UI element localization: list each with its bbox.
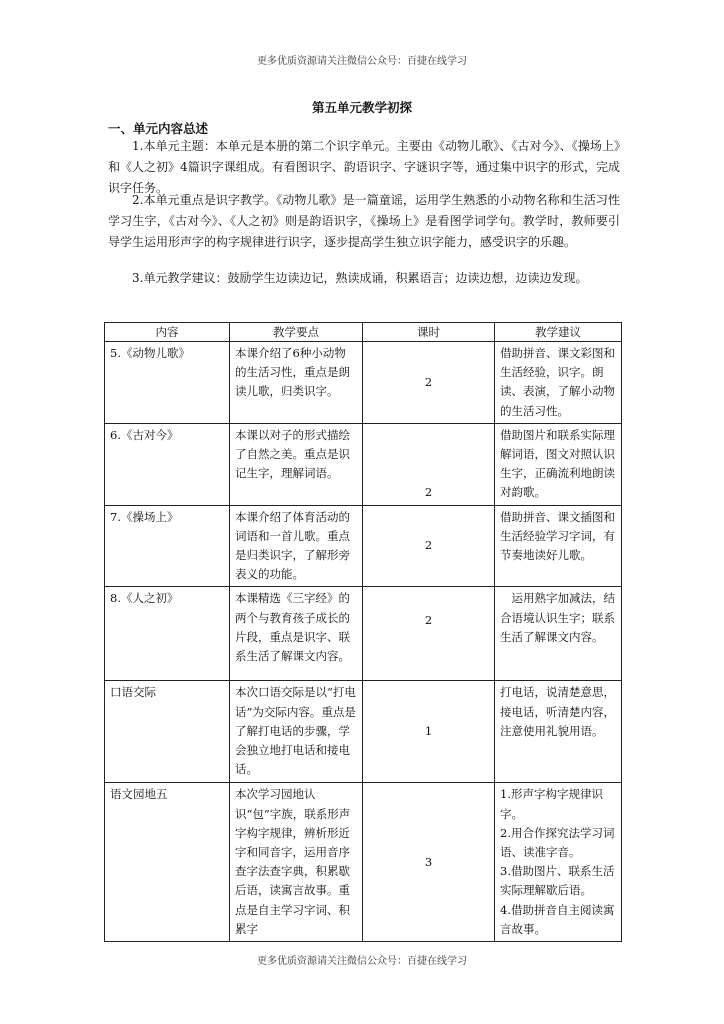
cell-suggestion: 1.形声字构字规律识字。 2.用合作探究法学习词语、读准字音。 3.借助图片、联系生活实际理解歇后语。 4.借助拼音自主阅读寓言故事。 (495, 783, 622, 942)
cell-content: 7.《操场上》 (105, 505, 230, 587)
cell-suggestion: 借助拼音、课文彩图和生活经验，识字。朗读、表演，了解小动物的生活习性。 (495, 342, 622, 424)
table-row (105, 783, 622, 942)
cell-suggestion: 打电话，说清楚意思，接电话，听清楚内容，注意使用礼貌用语。 (495, 681, 622, 783)
cell-hours: 2 (363, 423, 495, 505)
cell-points: 本课介绍了体育活动的词语和一首儿歌。重点是归类识字，了解形旁表义的功能。 (230, 505, 363, 587)
table-row (105, 681, 622, 783)
cell-content: 语文园地五 (105, 783, 230, 942)
header-points: 教学要点 (230, 323, 363, 342)
cell-suggestion: 运用熟字加减法，结合语境认识生字；联系生活了解课文内容。 (495, 587, 622, 681)
cell-points: 本课介绍了6种小动物的生活习性，重点是朗读儿歌，归类识字。 (230, 342, 363, 424)
cell-suggestion: 借助拼音、课文插图和生活经验学习字词，有节奏地读好儿歌。 (495, 505, 622, 587)
cell-hours: 2 (363, 342, 495, 424)
footer-note: 更多优质资源请关注微信公众号：百捷在线学习 (257, 956, 467, 967)
paragraph-3: 3.单元教学建议：鼓励学生边读边记，熟读成诵，积累语言；边读边想，边读边发现。 (132, 271, 588, 285)
cell-points: 本次学习园地认识“包”字族，联系形声字构字规律，辨析形近字和同音字，运用音序查字法查字典，积累歇后语，读寓言故事。重点是自主学习字词、积累字 (230, 783, 363, 942)
cell-points: 本课精选《三字经》的两个与教育孩子成长的片段，重点是识字、联系生活了解课文内容。 (230, 587, 363, 681)
cell-content: 8.《人之初》 (105, 587, 230, 681)
cell-hours: 2 (363, 505, 495, 587)
section-heading: 一、单元内容总述 (108, 121, 209, 136)
paragraph-1: 1.本单元主题：本单元是本册的第二个识字单元。主要由《动物儿歌》、《古对今》、《操场上》和《人之初》4篇识字课组成。有看图识字、韵语识字、字谜识字等，通过集中识字的形式，完成识字任务。 (108, 139, 620, 195)
cell-suggestion: 借助图片和联系实际理解词语，图文对照认识生字，正确流利地朗读对韵歌。 (495, 423, 622, 505)
header-note: 更多优质资源请关注微信公众号：百捷在线学习 (257, 56, 467, 67)
teaching-plan-table (104, 322, 622, 942)
table-row (105, 342, 622, 424)
header-hours: 课时 (363, 323, 495, 342)
table-row (105, 423, 622, 505)
cell-points: 本次口语交际是以“打电话”为交际内容。重点是了解打电话的步骤，学会独立地打电话和接电话。 (230, 681, 363, 783)
cell-hours: 3 (363, 783, 495, 942)
table-row (105, 505, 622, 587)
cell-content: 口语交际 (105, 681, 230, 783)
cell-hours: 1 (363, 681, 495, 783)
paragraph-2: 2.本单元重点是识字教学。《动物儿歌》是一篇童谣，运用学生熟悉的小动物名称和生活习性学习生字，《古对今》、《人之初》则是韵语识字，《操场上》是看图学词学句。教学时，教师要引导学生运用形声字的构字规律进行识字，逐步提高学生独立识字能力，感受识字的乐趣。 (108, 193, 620, 249)
cell-content: 6.《古对今》 (105, 423, 230, 505)
table-header-row (105, 323, 622, 342)
header-content: 内容 (105, 323, 230, 342)
cell-hours: 2 (363, 587, 495, 681)
header-suggestion: 教学建议 (495, 323, 622, 342)
cell-points: 本课以对子的形式描绘了自然之美。重点是识记生字，理解词语。 (230, 423, 363, 505)
table-row (105, 587, 622, 681)
page-title: 第五单元教学初探 (311, 100, 412, 115)
cell-content: 5.《动物儿歌》 (105, 342, 230, 424)
